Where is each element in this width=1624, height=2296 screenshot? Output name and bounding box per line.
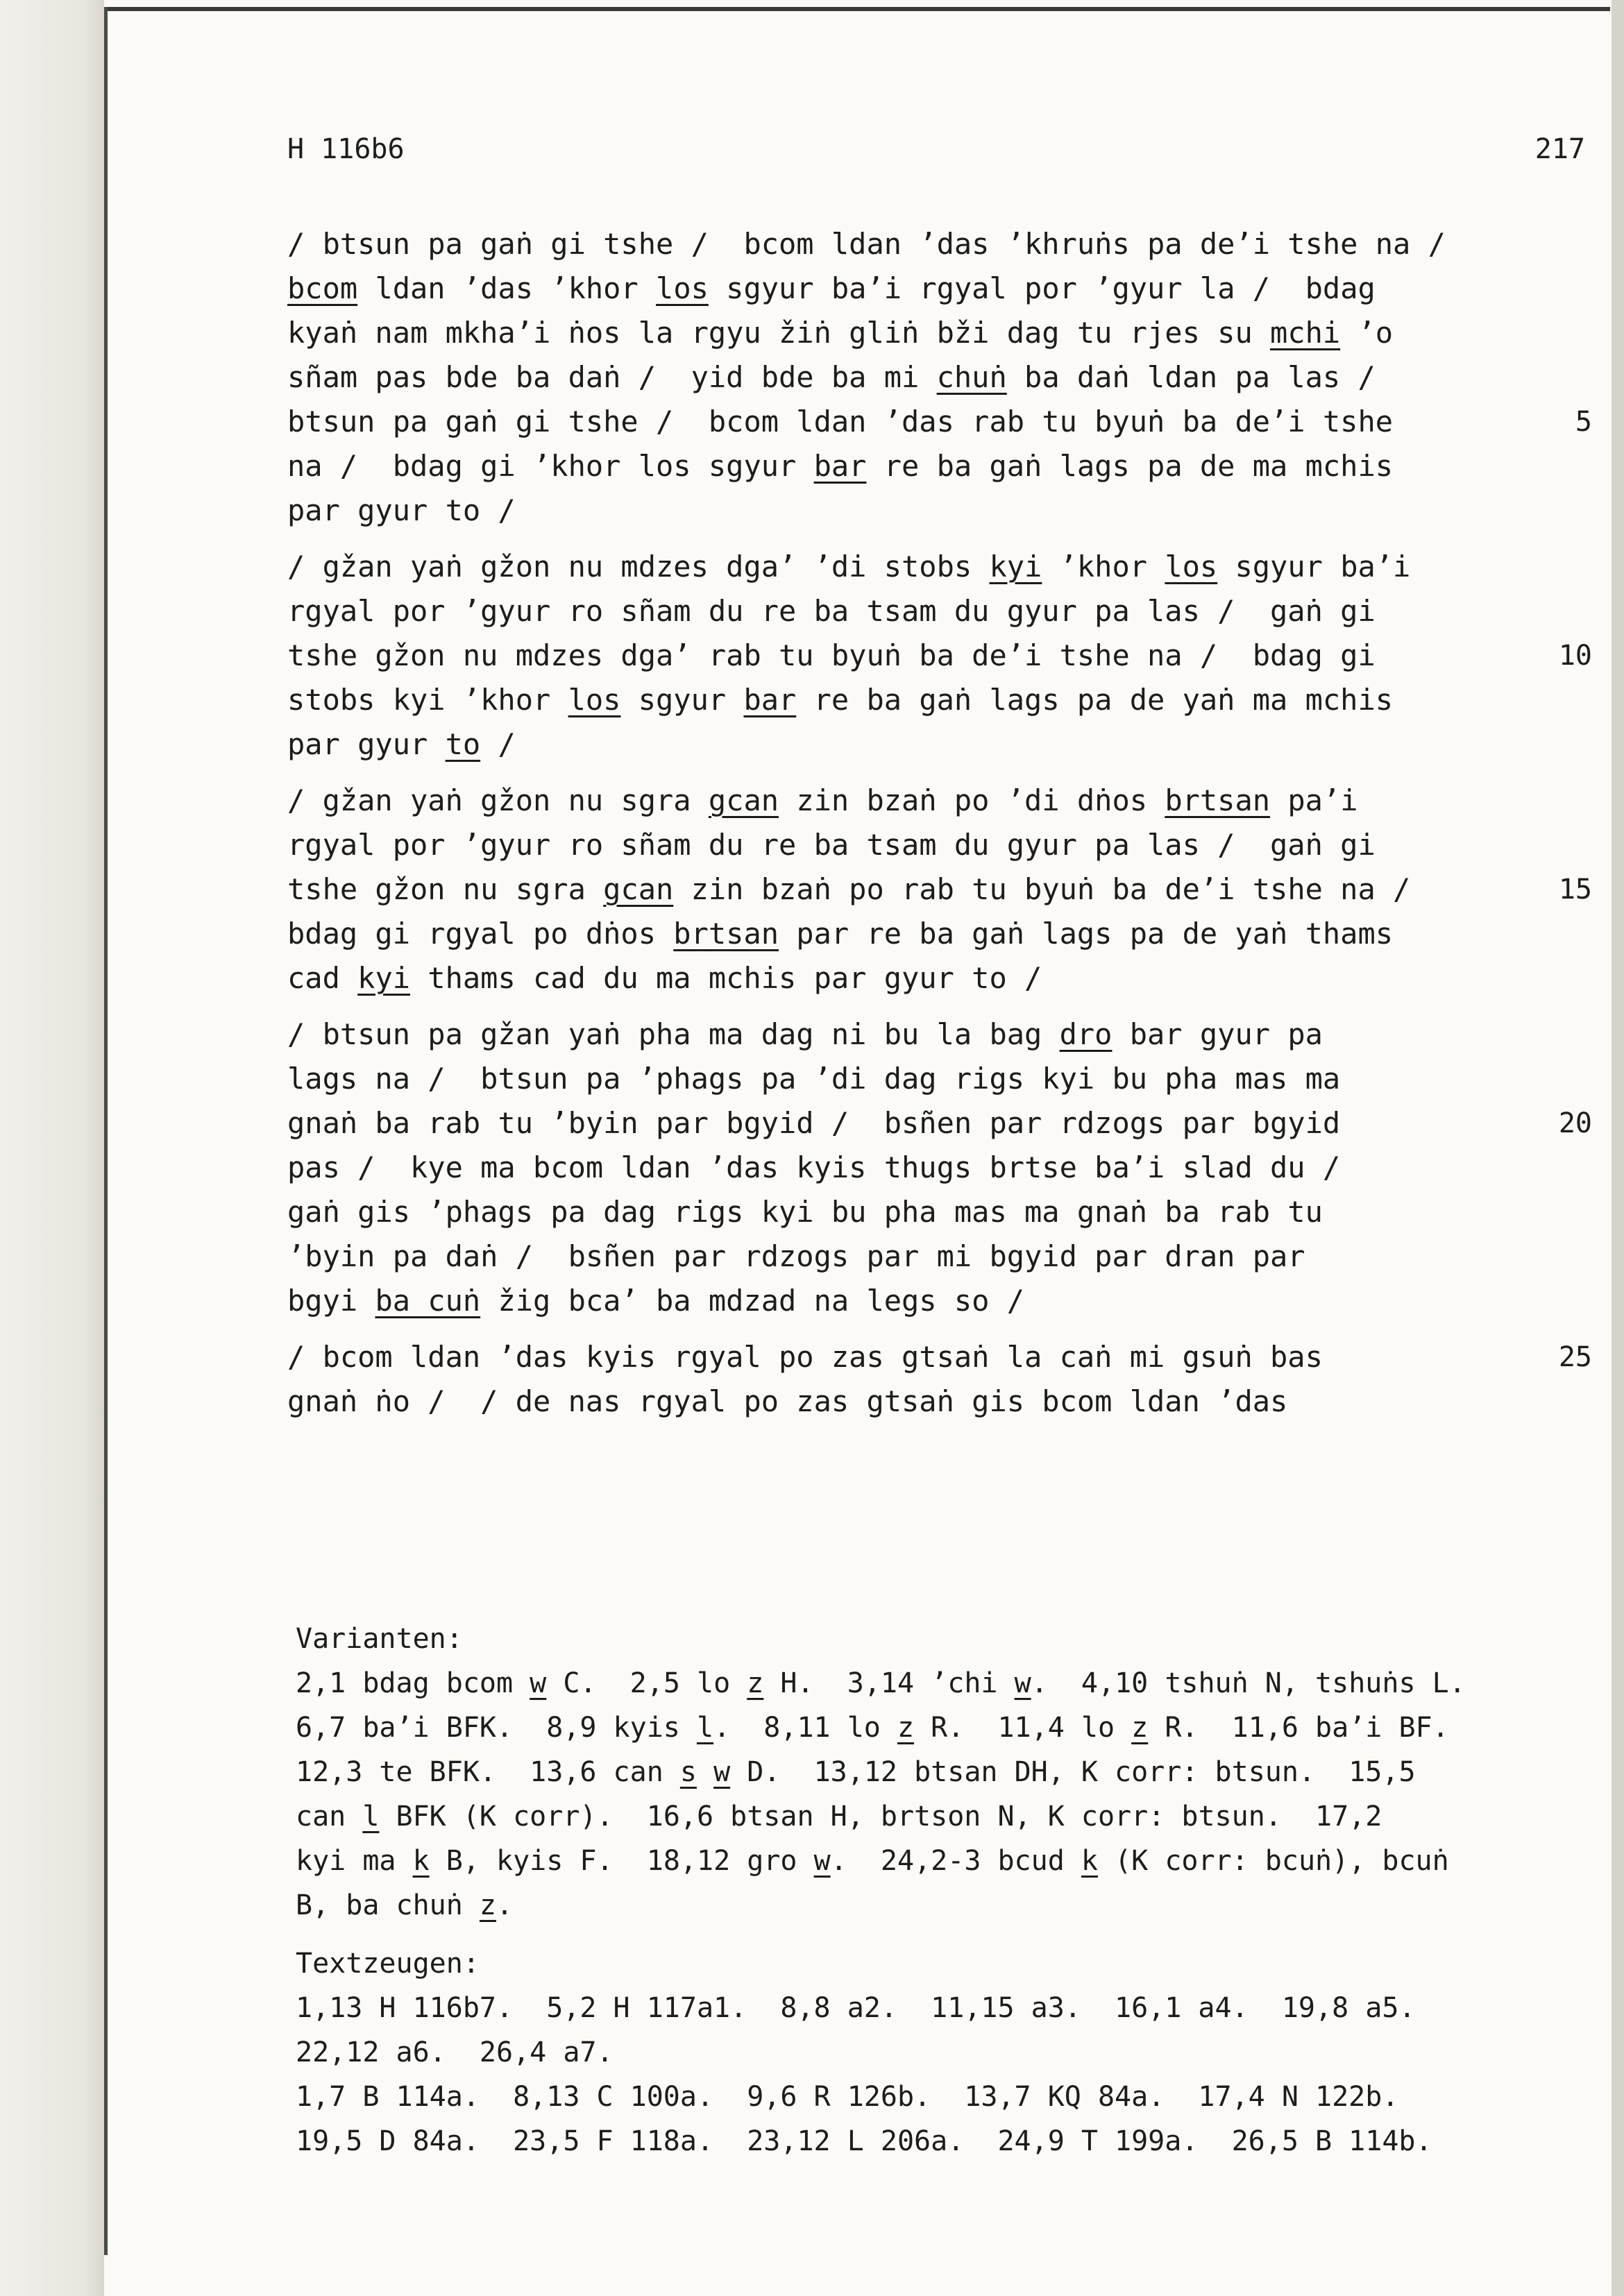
line-number: 20 xyxy=(1558,1107,1592,1139)
varianten-line-text: . 24,2-3 bcud xyxy=(830,1845,1081,1877)
line-underlined: gcan xyxy=(708,783,779,817)
varianten-line-text: C. 2,5 lo xyxy=(546,1667,747,1699)
line-text: / btsun pa gžan yaṅ pha ma dag ni bu la bag xyxy=(287,1017,1060,1051)
line-text: / bcom ldan ’das kyis rgyal po zas gtsaṅ la caṅ mi gsuṅ bas xyxy=(287,1340,1323,1374)
line-text: rgyal por ’gyur ro sñam du re ba tsam du gyur pa las / gaṅ gi xyxy=(287,594,1376,628)
varianten-line xyxy=(296,1794,1600,1839)
line-text: / xyxy=(480,727,516,761)
varianten-line-text: R. 11,6 ba’i BF. xyxy=(1148,1712,1449,1744)
text-line xyxy=(287,779,1467,823)
binding-shadow xyxy=(0,0,104,2296)
varianten-line-text: D. 13,12 btsan DH, K corr: btsun. 15,5 xyxy=(730,1756,1416,1788)
varianten-line-text: 6,7 ba’i BFK. 8,9 kyis xyxy=(296,1712,697,1744)
text-line xyxy=(287,678,1467,722)
text-line xyxy=(287,1335,1592,1379)
line-text: sñam pas bde ba daṅ / yid bde ba mi xyxy=(287,360,937,394)
text-line xyxy=(287,1146,1467,1190)
varianten-line-underlined: z xyxy=(1131,1712,1149,1744)
line-text: kyaṅ nam mkha’i ṅos la rgyu žiṅ gliṅ bži dag tu rjes su xyxy=(287,316,1271,350)
line-text: gnaṅ ba rab tu ’byin par bgyid / bsñen par rdzogs par bgyid xyxy=(287,1106,1341,1140)
text-line xyxy=(287,545,1467,589)
text-line xyxy=(287,266,1467,311)
text-line xyxy=(287,1012,1467,1057)
varianten-line-underlined: w xyxy=(713,1756,731,1788)
line-text: ’o xyxy=(1340,316,1394,350)
varianten-line-text: 2,1 bdag bcom xyxy=(296,1667,530,1699)
varianten-line-text: R. 11,4 lo xyxy=(914,1712,1132,1744)
line-number: 25 xyxy=(1558,1341,1592,1373)
text-line xyxy=(287,722,1467,767)
text-line xyxy=(287,823,1467,867)
textzeugen-line xyxy=(296,1986,1600,2030)
textzeugen-line xyxy=(296,2075,1600,2119)
varianten-line-text xyxy=(697,1756,713,1788)
text-paragraph xyxy=(287,1012,1592,1323)
text-line xyxy=(287,956,1467,1001)
varianten-line-underlined: z xyxy=(897,1712,915,1744)
line-text: lags na / btsun pa ’phags pa ’di dag rigs kyi bu pha mas ma xyxy=(287,1062,1341,1096)
text-line xyxy=(287,912,1467,956)
line-text: zin bzaṅ po rab tu byuṅ ba de’i tshe na / xyxy=(673,872,1411,906)
varianten-line-text: can xyxy=(296,1801,363,1832)
line-text: re ba gaṅ lags pa de yaṅ ma mchis xyxy=(796,683,1394,717)
varianten-line-text: 12,3 te BFK. 13,6 can xyxy=(296,1756,680,1788)
varianten-line-underlined: k xyxy=(412,1845,430,1877)
page-number: 217 xyxy=(1534,133,1585,165)
line-underlined: bcom xyxy=(287,271,358,305)
line-text: / gžan yaṅ gžon nu sgra xyxy=(287,783,709,817)
line-number: 10 xyxy=(1558,640,1592,672)
text-line xyxy=(287,444,1467,488)
varianten-line-underlined: w xyxy=(530,1667,547,1699)
line-underlined: bar xyxy=(743,683,797,717)
line-text: / btsun pa gaṅ gi tshe / bcom ldan ’das ’khruṅs pa de’i tshe na / xyxy=(287,227,1446,261)
text-paragraph xyxy=(287,222,1592,533)
varianten-line-text: . 4,10 tshuṅ N, tshuṅs L. xyxy=(1031,1667,1466,1699)
line-text: žig bca’ ba mdzad na legs so / xyxy=(480,1284,1025,1318)
line-text: ’byin pa daṅ / bsñen par rdzogs par mi bgyid par dran par xyxy=(287,1239,1305,1273)
text-line xyxy=(287,633,1592,678)
varianten-line-text: B, kyis F. 18,12 gro xyxy=(429,1845,814,1877)
line-text: ba daṅ ldan pa las / xyxy=(1006,360,1376,394)
varianten-heading: Varianten: xyxy=(296,1623,463,1655)
textzeugen-line-text: 22,12 a6. 26,4 a7. xyxy=(296,2036,614,2068)
line-text: gaṅ gis ’phags pa dag rigs kyi bu pha mas ma gnaṅ ba rab tu xyxy=(287,1195,1323,1229)
line-number: 5 xyxy=(1575,406,1592,438)
line-underlined: gcan xyxy=(603,872,674,906)
critical-apparatus xyxy=(296,1617,1600,2163)
varianten-line-underlined: w xyxy=(1014,1667,1031,1699)
text-line xyxy=(287,1234,1467,1279)
line-text: re ba gaṅ lags pa de ma mchis xyxy=(866,449,1394,483)
varianten-line-underlined: l xyxy=(362,1801,380,1832)
line-text: par re ba gaṅ lags pa de yaṅ thams xyxy=(779,917,1394,951)
textzeugen-line-text: 19,5 D 84a. 23,5 F 118a. 23,12 L 206a. 24,9 T 199a. 26,5 B 114b. xyxy=(296,2125,1432,2157)
line-text: cad xyxy=(287,961,358,995)
line-text: par gyur to / xyxy=(287,493,516,527)
line-underlined: chuṅ xyxy=(936,360,1007,394)
line-text: stobs kyi ’khor xyxy=(287,683,568,717)
page-edge-shadow xyxy=(1612,0,1624,2296)
text-line xyxy=(287,1379,1467,1424)
text-line xyxy=(287,1057,1467,1101)
text-line xyxy=(287,867,1592,912)
line-text: bar gyur pa xyxy=(1112,1017,1323,1051)
varianten-line xyxy=(296,1750,1600,1794)
textzeugen-line-text: 1,7 B 114a. 8,13 C 100a. 9,6 R 126b. 13,7 KQ 84a. 17,4 N 122b. xyxy=(296,2081,1399,2113)
line-text: zin bzaṅ po ’di dṅos xyxy=(779,783,1165,817)
varianten-line-underlined: l xyxy=(696,1712,714,1744)
line-underlined: dro xyxy=(1059,1017,1113,1051)
varianten-line-underlined: z xyxy=(479,1889,496,1921)
varianten-line-text: kyi ma xyxy=(296,1845,413,1877)
textzeugen-line xyxy=(296,2030,1600,2075)
line-text: tshe gžon nu mdzes dga’ rab tu byuṅ ba de’i tshe na / bdag gi xyxy=(287,638,1376,672)
text-paragraph xyxy=(287,1335,1592,1424)
varianten-line xyxy=(296,1883,1600,1928)
folio-reference: H 116b6 xyxy=(287,133,405,165)
line-underlined: mchi xyxy=(1270,316,1341,350)
line-underlined: los xyxy=(656,271,709,305)
line-text: pas / kye ma bcom ldan ’das kyis thugs brtse ba’i slad du / xyxy=(287,1150,1341,1184)
line-text: thams cad du ma mchis par gyur to / xyxy=(410,961,1042,995)
line-underlined: kyi xyxy=(357,961,411,995)
line-underlined: bar xyxy=(813,449,867,483)
text-line xyxy=(287,355,1467,400)
varianten-list xyxy=(296,1661,1600,1928)
varianten-line-underlined: w xyxy=(813,1845,831,1877)
line-text: bgyi xyxy=(287,1284,375,1318)
varianten-line xyxy=(296,1706,1600,1750)
line-number: 15 xyxy=(1558,874,1592,905)
line-text: btsun pa gaṅ gi tshe / bcom ldan ’das rab tu byuṅ ba de’i tshe xyxy=(287,405,1394,439)
line-underlined: kyi xyxy=(989,550,1042,584)
line-text: pa’i xyxy=(1270,783,1358,817)
line-text: par gyur xyxy=(287,727,446,761)
varianten-line-underlined: z xyxy=(747,1667,764,1699)
varianten-line-underlined: k xyxy=(1081,1845,1098,1877)
line-text: sgyur ba’i xyxy=(1217,550,1411,584)
line-underlined: ba cuṅ xyxy=(375,1284,481,1318)
varianten-line-underlined: s xyxy=(679,1756,697,1788)
text-line xyxy=(287,400,1592,444)
main-text xyxy=(287,222,1592,1436)
line-text: gnaṅ ṅo / / de nas rgyal po zas gtsaṅ gis bcom ldan ’das xyxy=(287,1384,1288,1418)
line-text: ’khor xyxy=(1042,550,1165,584)
line-text: bdag gi rgyal po dṅos xyxy=(287,917,674,951)
varianten-line-text: . 8,11 lo xyxy=(713,1712,897,1744)
varianten-line xyxy=(296,1839,1600,1883)
text-line xyxy=(287,1190,1467,1234)
textzeugen-list xyxy=(296,1986,1600,2163)
text-line xyxy=(287,589,1467,633)
varianten-line-text: (K corr: bcuṅ), bcuṅ xyxy=(1097,1845,1449,1877)
line-text: sgyur xyxy=(620,683,744,717)
varianten-line-text: H. 3,14 ’chi xyxy=(763,1667,1015,1699)
text-line xyxy=(287,222,1467,266)
text-line xyxy=(287,1101,1592,1146)
line-underlined: brtsan xyxy=(673,917,779,951)
text-paragraph xyxy=(287,545,1592,767)
left-border-line xyxy=(104,7,108,2255)
page-header xyxy=(287,133,1585,175)
varianten-line-text: B, ba chuṅ xyxy=(296,1889,480,1921)
varianten-line xyxy=(296,1661,1600,1706)
line-text: rgyal por ’gyur ro sñam du re ba tsam du gyur pa las / gaṅ gi xyxy=(287,828,1376,862)
line-underlined: to xyxy=(445,727,481,761)
line-text: tshe gžon nu sgra xyxy=(287,872,604,906)
textzeugen-heading: Textzeugen: xyxy=(296,1948,480,1980)
top-border-line xyxy=(104,7,1610,11)
text-paragraph xyxy=(287,779,1592,1001)
textzeugen-line xyxy=(296,2119,1600,2163)
line-underlined: brtsan xyxy=(1165,783,1271,817)
line-text: sgyur ba’i rgyal por ’gyur la / bdag xyxy=(708,271,1376,305)
line-text: / gžan yaṅ gžon nu mdzes dga’ ’di stobs xyxy=(287,550,990,584)
textzeugen-line-text: 1,13 H 116b7. 5,2 H 117a1. 8,8 a2. 11,15 a3. 16,1 a4. 19,8 a5. xyxy=(296,1992,1416,2024)
line-underlined: los xyxy=(1165,550,1218,584)
line-underlined: los xyxy=(568,683,621,717)
varianten-line-text: . xyxy=(496,1889,514,1921)
line-text: na / bdag gi ’khor los sgyur xyxy=(287,449,814,483)
text-line xyxy=(287,1279,1467,1323)
line-text: ldan ’das ’khor xyxy=(357,271,657,305)
text-line xyxy=(287,311,1467,355)
text-line xyxy=(287,488,1467,533)
varianten-line-text: BFK (K corr). 16,6 btsan H, brtson N, K corr: btsun. 17,2 xyxy=(379,1801,1382,1832)
